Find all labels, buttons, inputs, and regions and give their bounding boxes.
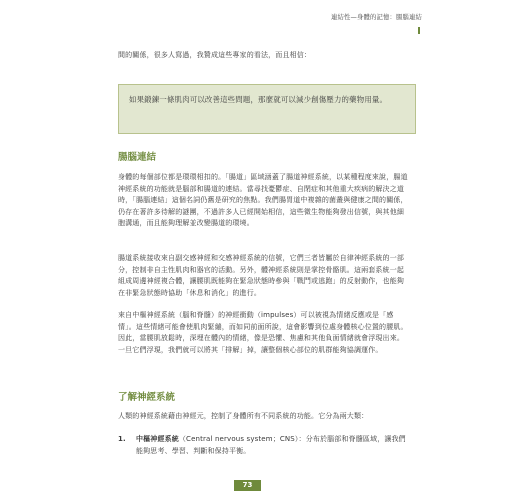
list-text-continued: 能夠思考、學習、判斷和保持平衡。 [136, 446, 251, 455]
callout-box [118, 84, 416, 134]
callout-text: 如果鍛鍊一條肌肉可以改善這些問題，那麼就可以減少創傷壓力的藥物用量。 [129, 95, 388, 104]
body-paragraph: 腸道系統接收來自副交感神經和交感神經系統的信號，它們三者皆屬於自律神經系統的一部分，控制非自主性肌肉和器官的活動。另外，體神經系統則是掌控骨骼肌。這兩套系統一起組成周邊神經複合體，讓腰肌既能夠在緊急狀態時參與「戰鬥或逃跑」的反射動作，也能夠在非緊急狀態時協助「休息和消化」的進行。 [118, 254, 404, 297]
section-heading-gut-brain: 腸腦連結 [118, 152, 157, 163]
list-number: 1. [118, 435, 126, 443]
list-term: 中樞神經系統 [136, 435, 179, 443]
header-accent-bar [418, 27, 420, 34]
body-paragraph: 人類的神經系統藉由神經元，控制了身體所有不同系統的功能。它分為兩大類： [118, 412, 369, 420]
list-item-body [136, 434, 408, 457]
section-heading-nervous-system: 了解神經系統 [118, 392, 176, 403]
page-number-badge: 73 [234, 480, 261, 491]
list-text: （Central nervous system；CNS）：分布於腦部和脊髓區域，讓我們 [178, 435, 406, 443]
running-head: 連結性—身體的記憶：腸腦連結 [331, 14, 422, 21]
body-paragraph: 身體的每個部位都是環環相扣的。「腸道」區域涵蓋了腸道神經系統，以某種程度來說，腸道神經系統的功能就是腦部和腸道的連結。當尋找憂鬱症、自閉症和其他重大疾病的解決之道時，「腸腦連結」這個名詞仍舊是研究的焦點。我們腸胃道中複雜的菌叢與健康之間的關係，仍存在著許多待解的謎團，不過許多人已經開始相信，這些微生物能夠發出信號，與其他細胞溝通，而且能夠理解並改變腸道的環境。 [118, 173, 408, 228]
body-paragraph: 來自中樞神經系統（腦和脊髓）的神經衝動（impulses）可以被視為情緒反應或是「感情」。這些情緒可能會使肌肉緊繃，而如同前面所說，這會影響到位處身體核心位置的腰肌。因此，當腰肌放鬆時，深埋在體內的情緒，像是恐懼、焦慮和其他負面情緒就會浮現出來。一旦它們浮現，我們就可以將其「排解」掉，讓整個核心部位的肌群能夠協調運作。 [118, 311, 408, 354]
intro-paragraph: 間的關係，很多人寫過，我贊成這些專家的看法，而且相信： [118, 51, 312, 59]
